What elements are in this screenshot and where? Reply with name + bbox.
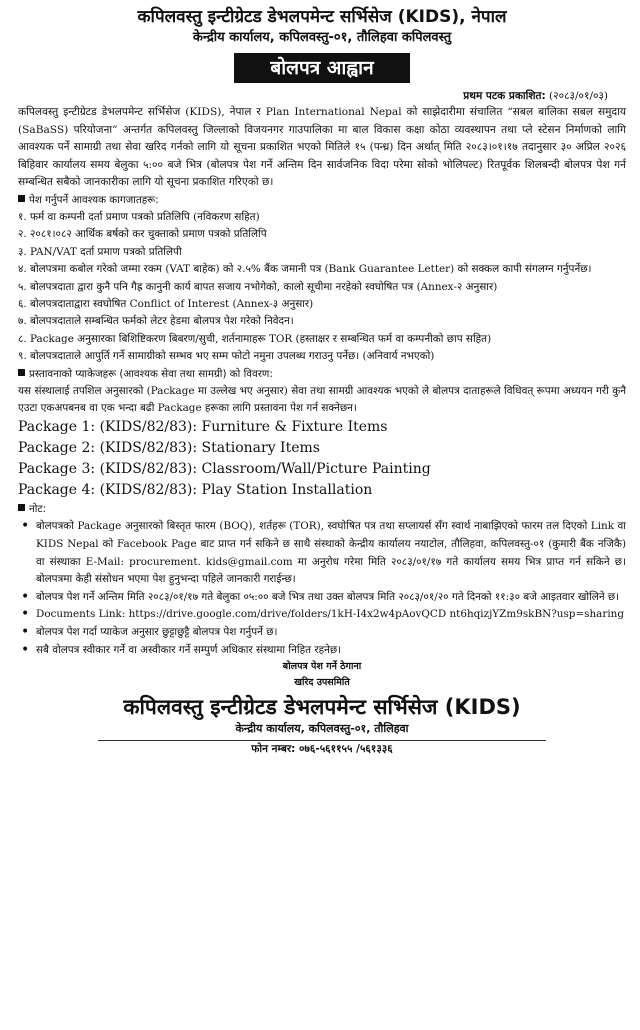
publication-date: (२०८३/०१/०३): [549, 90, 608, 102]
note-item: [18, 518, 626, 588]
packages-intro: यस संस्थालाई तपशिल अनुसारको (Package मा उल्लेख भए अनुसार) सेवा तथा सामग्री आवश्यक भएको ले बोलपत्र दाताहरूले विधिवत् रूपमा अध्ययन गरी कुनै एउटा एकअपबनब वा एक भन्दा बढी Package हरूका लागि प्रस्तावना पेश गर्न सक्नेछन।: [18, 384, 626, 415]
note-item: [18, 642, 626, 660]
intro-paragraph: कपिलवस्तु इन्टीग्रेटड डेभलपमेन्ट सर्भिसेज (KIDS), नेपाल र Plan International Nepal को साझेदारीमा संचालित “सबल बालिका सबल समुदाय (SaBaSS) परियोजना” अन्तर्गत कपिलवस्तु जिल्लाको विजयनगर गाउपालिका मा बाल विकास कक्षा कोठा व्यवस्थापन तथा प्ले स्टेसन निर्माणको लागि आवश्यक पर्ने सामाग्री तथा सेवा खरिद गर्नको लागि यो सूचना प्रकाशित भएको मितिले १५ (पन्ध्र) दिन अर्थात् मिति २०८३।०१।१७ तदानुसार ३० अप्रिल २०२६ बिहिवार कार्यालय समय बेलुका ५:०० बजे भित्र (बोलपत्र पेश गर्ने अन्तिम दिन सार्वजनिक विदा परेमा सोको भोलिपल्ट) रितपूर्वक शिलबन्दी बोलपत्र पेश गर्न सम्बन्धित सबैको जानकारीका लागि यो सूचना प्रकाशित गरिएको छ।: [18, 106, 627, 189]
documents-heading: [18, 192, 626, 209]
square-bullet-icon: [18, 504, 25, 511]
note-text: बोलपत्र पेश गर्ने अन्तिम मिति २०८३/०१/१७ गते बेलुका ०५:०० बजे भित्र तथा उक्त बोलपत्र मिति २०८३/०१/२० गते दिनको ११:३० बजे आइतवार खोलिने छ।: [36, 590, 620, 603]
note-text: बोलपत्रको Package अनुसारको बिस्तृत फारम (BOQ), शर्तहरू (TOR), स्वघोषित पत्र तथा सप्लायर्स सँग स्वार्थ नाबाझिएको फारम तल दिएको Link वा KIDS Nepal को Facebook Page बाट प्राप्त गर्न सकिने छ साथै संस्थाको केन्द्रीय कार्यालय नयाटोल, तौलिहवा, कपिलवस्तु-०१ (कुमारी बैंक नजिकै) वा संस्थाका E-Mail: procurement. kids@gmail.com मा अनुरोध गरेमा मिति २०८३/०१/१७ गते कार्यालय समय भित्र प्राप्त गर्न सकिने छ। बोलपत्रमा केही संसोधन भएमा पेश हुनुभन्दा पहिले जानकारी गराईन्छ।: [36, 520, 626, 586]
publication-label: प्रथम पटक प्रकाशित:: [463, 90, 546, 102]
document-item: ४. बोलपत्रमा कबोल गरेको जम्मा रकम (VAT बाहेक) को २.५% बैंक जमानी पत्र (Bank Guarantee Letter) को सक्कल कापी संगलग्न गर्नुपर्नेछ।: [18, 263, 592, 276]
square-bullet-icon: [18, 369, 25, 376]
packages-heading-text: प्रस्तावनाको प्याकेजहरू (आवश्यक सेवा तथा सामग्री) को विवरण:: [29, 367, 273, 380]
note-text: बोलपत्र पेश गर्दा प्याकेज अनुसार छुट्टाछुट्टै बोलपत्र पेश गर्नुपर्ने छ।: [36, 626, 278, 638]
office-address: केन्द्रीय कार्यालय, कपिलवस्तु-०१, तौलिहवा कपिलवस्तु: [192, 30, 452, 45]
documents-link[interactable]: Documents Link: https://drive.google.com/drive/folders/1kH-I4x2w4pAovQCD nt6hqizjYZm9skBN?usp=sharing: [36, 608, 625, 621]
note-text: सबै वोलपत्र स्वीकार गर्ने वा अस्वीकार गर्ने सम्पुर्ण अधिकार संस्थामा निहित रहनेछ।: [36, 643, 342, 656]
notice-title: बोलपत्र आह्वान: [234, 53, 409, 83]
document-item: ८. Package अनुसारका बिशिष्टिकरण बिबरण/सुची, शर्तनामाहरू TOR (हस्ताक्षर र सम्बन्धित फर्म वा कम्पनीको छाप सहित): [18, 332, 492, 345]
document-item: ९. बोलपत्रदाताले आपुर्ति गर्ने सामाग्रीको सम्भव भए सम्म फोटो नमुना उपलब्ध गराउनु पर्नेछ। (अनिवार्य नभएको): [18, 350, 435, 363]
package-item: Package 3: (KIDS/82/83): Classroom/Wall/Picture Painting: [18, 461, 431, 478]
package-item: Package 4: (KIDS/82/83): Play Station Installation: [18, 482, 373, 499]
package-item: Package 1: (KIDS/82/83): Furniture & Fixture Items: [18, 419, 388, 436]
documents-heading-text: पेश गर्नुपर्ने आवश्यक कागजातहरू:: [29, 193, 159, 206]
documents-list: [18, 209, 626, 366]
note-item: [18, 624, 626, 642]
bullet-icon: •: [21, 606, 30, 623]
signature-line-1: बोलपत्र पेश गर्ने ठेगाना: [282, 661, 362, 673]
org-name: कपिलवस्तु इन्टीग्रेटड डेभलपमेन्ट सर्भिसेज (KIDS), नेपाल: [137, 7, 507, 27]
footer-phone: फोन नम्बर: ०७६-५६११५५ /५६१३३६: [251, 743, 393, 756]
document-item: ५. बोलपत्रदाता द्वारा कुनै पनि गैह्र कानुनी कार्य बापत सजाय नभोगेको, कालो सूचीमा नरहेको स्वघोषित पत्र (Annex-२ अनुसार): [18, 280, 498, 293]
signature-block: [18, 659, 626, 691]
bullet-icon: •: [21, 588, 30, 605]
footer-office: केन्द्रीय कार्यालय, कपिलवस्तु-०१, तौलिहवा: [235, 722, 409, 736]
document-item: २. २०८१।०८२ आर्थिक बर्षको कर चुक्ताको प्रमाण पत्रको प्रतिलिपि: [18, 228, 267, 241]
notes-list: [18, 518, 626, 659]
package-item: Package 2: (KIDS/82/83): Stationary Items: [18, 440, 320, 457]
document-item: १. फर्म वा कम्पनी दर्ता प्रमाण पत्रको प्रतिलिपि (नविकरण सहित): [18, 210, 260, 223]
document-item: ३. PAN/VAT दर्ता प्रमाण पत्रको प्रतिलिपी: [18, 245, 182, 258]
publication-row: [18, 89, 626, 104]
note-item: [18, 589, 626, 607]
notes-heading-text: नोट:: [29, 503, 47, 516]
bullet-icon: •: [21, 641, 30, 658]
notes-heading: [18, 501, 626, 518]
packages-heading: [18, 366, 626, 383]
signature-line-2: खरिद उपसमिति: [294, 677, 350, 689]
document-item: ६. बोलपत्रदाताद्वारा स्वघोषित Conflict of Interest (Annex-३ अनुसार): [18, 298, 314, 310]
title-wrap: [18, 53, 626, 83]
bullet-icon: •: [21, 518, 30, 535]
bullet-icon: •: [21, 624, 30, 640]
header: [18, 6, 626, 47]
square-bullet-icon: [18, 195, 25, 202]
note-item-documents-link[interactable]: [18, 606, 626, 624]
footer-org-name: कपिलवस्तु इन्टीग्रेटड डेभलपमेन्ट सर्भिसेज (KIDS): [123, 695, 521, 720]
document-item: ७. बोलपत्रदाताले सम्बन्धित फर्मको लेटर हेडमा बोलपत्र पेश गरेको निवेदन।: [18, 315, 294, 328]
